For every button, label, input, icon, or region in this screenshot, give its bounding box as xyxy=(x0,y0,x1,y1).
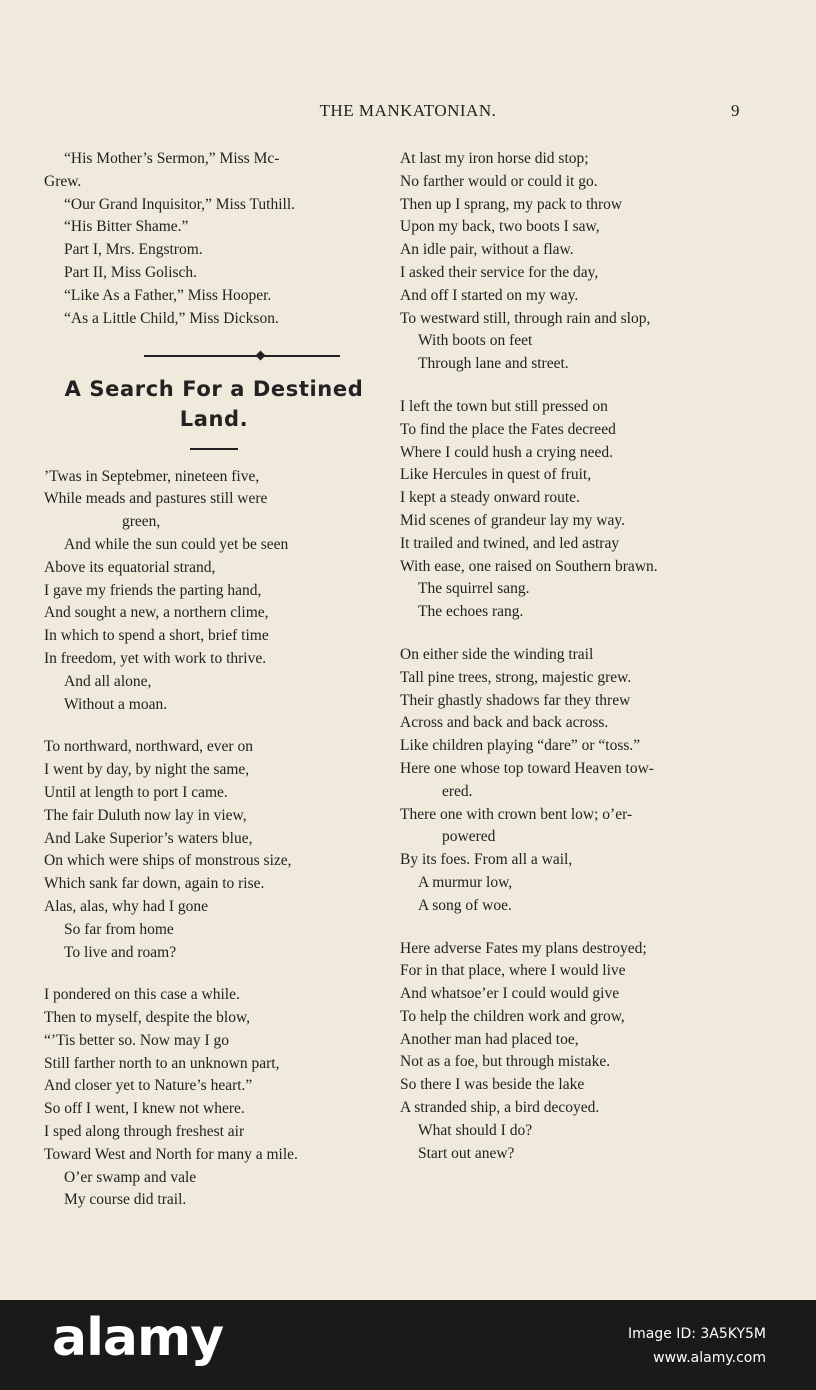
verse-line: powered xyxy=(442,828,496,846)
poem-stanza xyxy=(44,466,384,717)
verse-line: Their ghastly shadows far they threw xyxy=(400,691,631,709)
article-title xyxy=(44,374,384,434)
verse-line: On either side the winding trail xyxy=(400,645,594,663)
image-id: Image ID: 3A5KY5M xyxy=(628,1326,766,1342)
page-number: 9 xyxy=(731,101,740,120)
program-line: Part I, Mrs. Engstrom. xyxy=(64,241,203,259)
verse-line: Across and back and back across. xyxy=(400,714,609,732)
section-divider xyxy=(44,344,384,368)
verse-line: Then up I sprang, my pack to throw xyxy=(400,195,623,213)
verse-line: The echoes rang. xyxy=(418,603,524,621)
right-column xyxy=(400,148,742,1165)
verse-line: A stranded ship, a bird decoyed. xyxy=(400,1099,600,1117)
verse-line: O’er swamp and vale xyxy=(64,1168,197,1186)
verse-line: To northward, northward, ever on xyxy=(44,738,253,756)
verse-line: Toward West and North for many a mile. xyxy=(44,1145,298,1163)
alamy-logo: alamy xyxy=(52,1308,224,1368)
verse-line: Without a moan. xyxy=(64,695,168,713)
left-column xyxy=(44,148,384,1212)
verse-line: Upon my back, two boots I saw, xyxy=(400,218,600,236)
verse-line: The squirrel sang. xyxy=(418,580,530,598)
verse-line: I kept a steady onward route. xyxy=(400,489,580,507)
verse-line: Through lane and street. xyxy=(418,355,569,373)
verse-line: And off I started on my way. xyxy=(400,286,579,304)
verse-line: My course did trail. xyxy=(64,1191,187,1209)
verse-line: And whatsoe’er I could would give xyxy=(400,985,620,1003)
verse-line: To westward still, through rain and slop, xyxy=(400,309,651,327)
verse-line: It trailed and twined, and led astray xyxy=(400,534,620,552)
divider-ornament xyxy=(256,351,266,361)
verse-line: So far from home xyxy=(64,920,174,938)
verse-line: I pondered on this case a while. xyxy=(44,986,240,1004)
verse-line: So off I went, I knew not where. xyxy=(44,1100,245,1118)
verse-line: Not as a foe, but through mistake. xyxy=(400,1053,611,1071)
poem-stanza xyxy=(400,148,742,376)
verse-line: Above its equatorial strand, xyxy=(44,558,216,576)
program-line: “His Bitter Shame.” xyxy=(64,218,189,236)
verse-line: Still farther north to an unknown part, xyxy=(44,1054,280,1072)
verse-line: Another man had placed toe, xyxy=(400,1030,579,1048)
verse-line: And Lake Superior’s waters blue, xyxy=(44,829,253,847)
verse-line: Alas, alas, why had I gone xyxy=(44,897,208,915)
verse-line: What should I do? xyxy=(418,1121,533,1139)
program-line xyxy=(44,148,384,171)
verse-line: ’Twas in Septebmer, nineteen five, xyxy=(44,467,260,485)
verse-line: To find the place the Fates decreed xyxy=(400,420,616,438)
verse-line: I asked their service for the day, xyxy=(400,263,599,281)
verse-line: At last my iron horse did stop; xyxy=(400,150,589,167)
poem-stanza xyxy=(44,736,384,964)
verse-line: On which were ships of monstrous size, xyxy=(44,852,292,870)
verse-line: Here adverse Fates my plans destroyed; xyxy=(400,939,647,957)
verse-line: green, xyxy=(122,513,161,531)
verse-line: There one with crown bent low; o’er- xyxy=(400,805,633,823)
verse-line: And closer yet to Nature’s heart.” xyxy=(44,1077,253,1095)
poem-stanza xyxy=(44,984,384,1212)
verse-line: To live and roam? xyxy=(64,943,177,961)
stock-footer-bar xyxy=(0,1300,816,1390)
verse-line: “’Tis better so. Now may I go xyxy=(44,1031,229,1049)
program-line-text: “His Mother’s Sermon,” Miss Mc- xyxy=(64,150,280,167)
poem-stanza xyxy=(400,938,742,1166)
program-list xyxy=(44,148,384,330)
program-line: “As a Little Child,” Miss Dickson. xyxy=(64,309,279,327)
program-line: Grew. xyxy=(44,172,82,190)
verse-line: Then to myself, despite the blow, xyxy=(44,1009,251,1027)
verse-line: Start out anew? xyxy=(418,1144,515,1162)
footer-url: www.alamy.com xyxy=(653,1350,766,1366)
verse-line: I gave my friends the parting hand, xyxy=(44,581,262,599)
program-line: “Like As a Father,” Miss Hooper. xyxy=(64,286,272,304)
verse-line: Until at length to port I came. xyxy=(44,783,228,801)
verse-text: While meads and pastures still were xyxy=(44,490,268,508)
verse-line: Like children playing “dare” or “toss.” xyxy=(400,737,641,755)
verse-line: I sped along through freshest air xyxy=(44,1123,245,1141)
footer-info xyxy=(628,1322,766,1370)
verse-line: A song of woe. xyxy=(418,896,512,914)
running-header: THE MANKATONIAN. xyxy=(319,101,497,120)
verse-line: The fair Duluth now lay in view, xyxy=(44,806,247,824)
verse-line: Like Hercules in quest of fruit, xyxy=(400,466,592,484)
verse-line: For in that place, where I would live xyxy=(400,962,626,980)
poem-stanza xyxy=(400,396,742,624)
verse-line: And while the sun could yet be seen xyxy=(64,535,289,553)
verse-line: Tall pine trees, strong, majestic grew. xyxy=(400,668,632,686)
poem-stanza xyxy=(400,644,742,918)
verse-line: I went by day, by night the same, xyxy=(44,761,250,779)
verse-line: To help the children work and grow, xyxy=(400,1007,625,1025)
verse-line: I left the town but still pressed on xyxy=(400,397,608,415)
title-rule xyxy=(190,448,238,449)
verse-line: With boots on feet xyxy=(418,332,533,350)
verse-line: A murmur low, xyxy=(418,873,513,891)
article-title-line: Land. xyxy=(179,407,249,432)
verse-line: In which to spend a short, brief time xyxy=(44,627,269,645)
verse-line: No farther would or could it go. xyxy=(400,172,598,190)
verse-line: In freedom, yet with work to thrive. xyxy=(44,649,267,667)
verse-line xyxy=(44,488,384,511)
verse-line: By its foes. From all a wail, xyxy=(400,851,573,869)
program-line: “Our Grand Inquisitor,” Miss Tuthill. xyxy=(64,195,296,213)
program-line: Part II, Miss Golisch. xyxy=(64,263,198,281)
verse-line: Where I could hush a crying need. xyxy=(400,443,614,461)
verse-line: ered. xyxy=(442,782,473,800)
divider-rule xyxy=(144,355,340,357)
verse-line: And all alone, xyxy=(64,672,152,690)
verse-line: With ease, one raised on Southern brawn. xyxy=(400,557,658,575)
verse-line: Here one whose top toward Heaven tow- xyxy=(400,759,654,777)
verse-line: And sought a new, a northern clime, xyxy=(44,604,269,622)
verse-line: Mid scenes of grandeur lay my way. xyxy=(400,511,625,529)
verse-line: An idle pair, without a flaw. xyxy=(400,241,574,259)
article-title-line: A Search For a Destined xyxy=(64,377,364,402)
verse-line: So there I was beside the lake xyxy=(400,1076,585,1094)
verse-line: Which sank far down, again to rise. xyxy=(44,875,265,893)
